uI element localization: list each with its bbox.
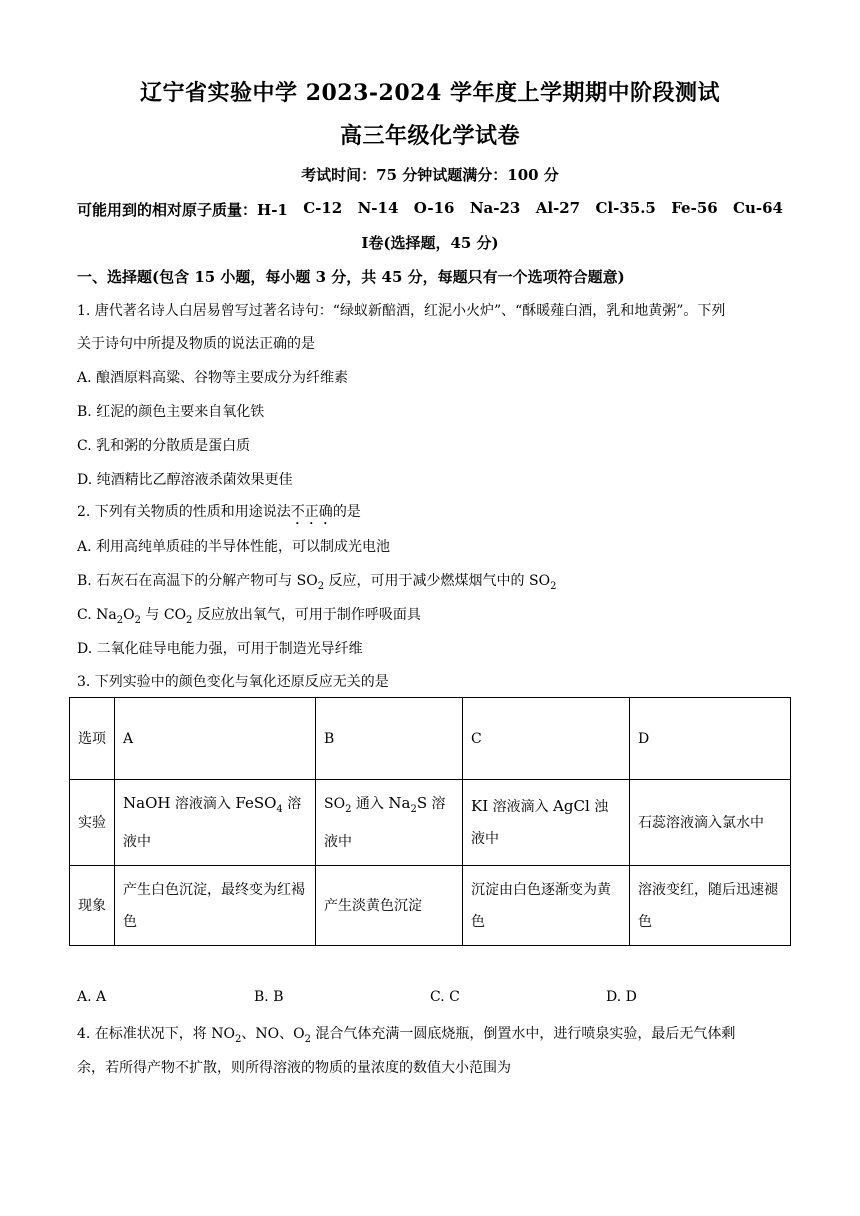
q1-option-d: D. 纯酒精比乙醇溶液杀菌效果更佳	[77, 472, 293, 488]
q1-option-b: B. 红泥的颜色主要来自氧化铁	[77, 404, 265, 420]
q3-stem: 3. 下列实验中的颜色变化与氧化还原反应无关的是	[77, 674, 389, 690]
mass-item: C-12	[303, 199, 343, 217]
phen-b: 产生淡黄色沉淀	[316, 866, 463, 946]
mass-item: O-16	[413, 199, 455, 217]
atomic-masses	[77, 199, 783, 220]
q2-option-c: C. $Na_2O_2$ 与 $CO_2$ 反应放出氧气，可用于制作呼吸面具	[77, 607, 421, 626]
col-a: A	[115, 698, 316, 780]
part-title: 一、选择题(包含 15 小题，每小题 3 分，共 45 分，每题只有一个选项符合题意)	[77, 268, 625, 286]
col-c: C	[463, 698, 630, 780]
q2-option-a: A. 利用高纯单质硅的半导体性能，可以制成光电池	[77, 539, 391, 555]
exam-title: 辽宁省实验中学 2023-2024 学年度上学期期中阶段测试	[140, 80, 720, 106]
col-d: D	[630, 698, 791, 780]
mass-item: N-14	[357, 199, 399, 217]
q3-answer-a: A. A	[77, 989, 107, 1005]
col-b: B	[316, 698, 463, 780]
exp-a: NaOH 溶液滴入 FeSO$_4$ 溶液中	[115, 780, 316, 866]
row-header-option: 选项	[70, 698, 115, 780]
q1-stem-line1: 1. 唐代著名诗人白居易曾写过著名诗句：“绿蚁新醅酒，红泥小火炉”、“酥暖薤白酒，乳和地黄粥”。下列	[77, 303, 726, 319]
mass-item: Al-27	[535, 199, 581, 217]
exp-d: 石蕊溶液滴入氯水中	[630, 780, 791, 866]
q3-answer-b: B. B	[254, 989, 284, 1005]
mass-item: Cl-35.5	[595, 199, 656, 217]
q2-stem: 2. 下列有关物质的性质和用途说法不正确的是	[77, 504, 361, 520]
mass-item: Cu-64	[733, 199, 783, 217]
q1-option-c: C. 乳和粥的分散质是蛋白质	[77, 438, 251, 454]
exam-subtitle: 高三年级化学试卷	[339, 123, 520, 149]
exp-b: $SO_2$ 通入 $Na_2S$ 溶液中	[316, 780, 463, 866]
q4-stem-line2: 余，若所得产物不扩散，则所得溶液的物质的量浓度的数值大小范围为	[77, 1060, 511, 1076]
section-title: Ⅰ卷(选择题，45 分)	[361, 234, 499, 252]
exam-info: 考试时间：75 分钟试题满分：100 分	[301, 166, 559, 184]
q3-answer-c: C. C	[430, 989, 460, 1005]
row-header-phenomenon: 现象	[70, 866, 115, 946]
mass-item: Fe-56	[671, 199, 718, 217]
q3-table	[69, 697, 791, 946]
q1-stem-line2: 关于诗句中所提及物质的说法正确的是	[77, 336, 315, 352]
phen-a: 产生白色沉淀，最终变为红褐色	[115, 866, 316, 946]
q4-stem-line1: 4. 在标准状况下，将 $NO_2$、NO、$O_2$ 混合气体充满一圆底烧瓶，倒置水中，进行喷泉实验，最后无气体剩	[77, 1026, 736, 1045]
q3-answer-d: D. D	[606, 989, 637, 1005]
exp-c: KI 溶液滴入 AgCl 浊液中	[463, 780, 630, 866]
masses-label: 可能用到的相对原子质量：H-1	[77, 201, 288, 219]
q2-emphasis: 不正确	[290, 504, 333, 520]
phen-d: 溶液变红，随后迅速褪色	[630, 866, 791, 946]
mass-item: Na-23	[469, 199, 521, 217]
phen-c: 沉淀由白色逐渐变为黄色	[463, 866, 630, 946]
q1-option-a: A. 酿酒原料高粱、谷物等主要成分为纤维素	[77, 370, 349, 386]
q2-option-b: B. 石灰石在高温下的分解产物可与 $SO_2$ 反应，可用于减少燃煤烟气中的 $SO_2$	[77, 573, 557, 592]
q2-option-d: D. 二氧化硅导电能力强，可用于制造光导纤维	[77, 641, 363, 657]
row-header-experiment: 实验	[70, 780, 115, 866]
